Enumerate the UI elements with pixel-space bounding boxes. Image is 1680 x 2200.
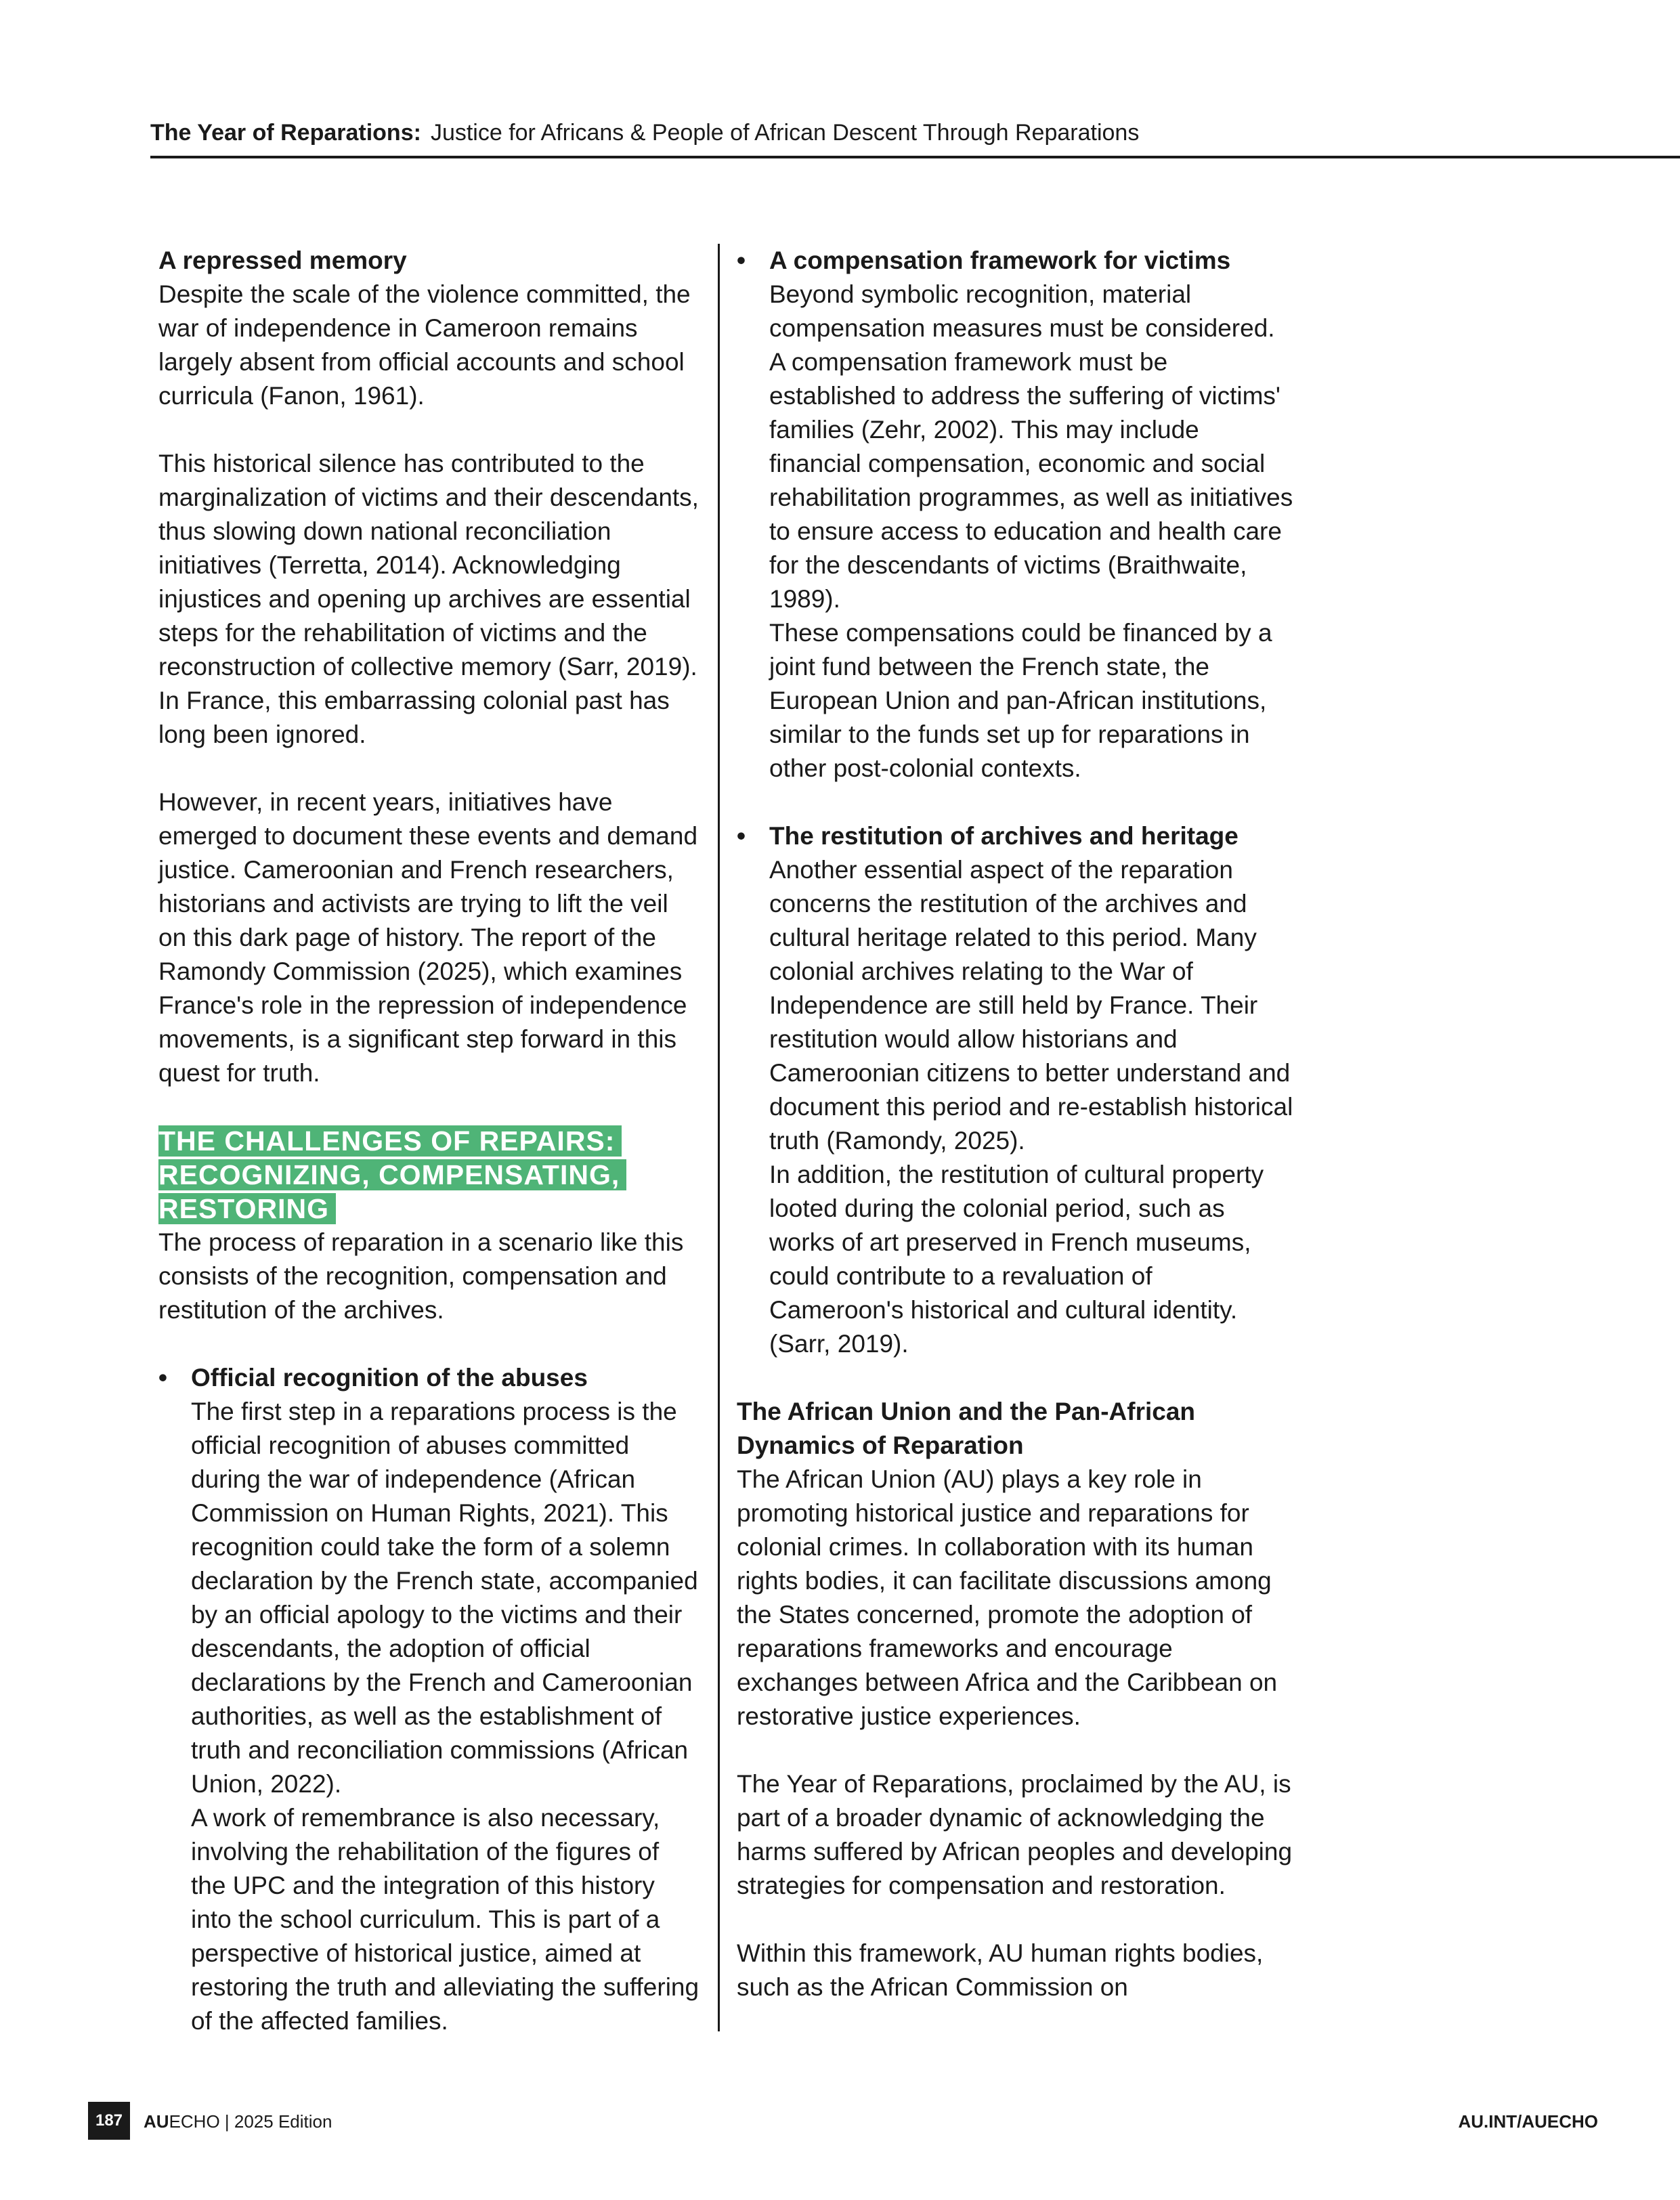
bullet-text: Beyond symbolic recognition, material compensation measures must be considered. A compensation framework must be established to address the suffering of victims' families (Zehr, 2002). This may include financial compensation, economic and social rehabilitation programmes, as well as initiatives to ensure access to education and health care for the descendants of victims (Braithwaite, 1989). [769, 280, 1293, 613]
section-heading-challenges [158, 1124, 700, 1226]
website-link[interactable]: AU.INT/AUECHO [1458, 2111, 1598, 2132]
brand-rest: ECHO | 2025 Edition [169, 2111, 332, 2132]
paragraph: Despite the scale of the violence committed, the war of independence in Cameroon remains largely absent from official accounts and school curricula (Fanon, 1961). [158, 280, 691, 410]
bullet-text: In addition, the restitution of cultural property looted during the colonial period, such as works of art preserved in French museums, could contribute to a revaluation of Cameroon's historical and cultural identity. (Sarr, 2019). [769, 1161, 1264, 1358]
page-number: 187 [88, 2102, 130, 2140]
paragraph: The Year of Reparations, proclaimed by the AU, is part of a broader dynamic of acknowledging the harms suffered by African peoples and developing strategies for compensation and restoration. [737, 1770, 1293, 1899]
bullet-heading: A compensation framework for victims [769, 246, 1231, 274]
bullet-dot: • [158, 1364, 167, 1392]
publication-name [144, 2111, 332, 2132]
paragraph: Within this framework, AU human rights bodies, such as the African Commission on [737, 1939, 1264, 2001]
paragraph: This historical silence has contributed to the marginalization of victims and their descendants, thus slowing down national reconciliation initiatives (Terretta, 2014). Acknowledging injustices and opening up archives are essential steps for the rehabilitation of victims and the reconstruction of collective memory (Sarr, 2019). In France, this embarrassing colonial past has long been ignored. [158, 450, 699, 748]
brand-bold: AU [144, 2111, 169, 2132]
bullet-restitution-archives [737, 819, 1293, 1361]
right-column [737, 244, 1293, 2038]
heading-line: THE CHALLENGES OF REPAIRS: [158, 1125, 622, 1157]
header-title-rest: Justice for Africans & People of African Descent Through Reparations [430, 120, 1140, 146]
page-footer [88, 2102, 1598, 2142]
bullet-text: A work of remembrance is also necessary, involving the rehabilitation of the figures of the UPC and the integration of this history into the school curriculum. This is part of a perspective of historical justice, aimed at restoring the truth and alleviating the suffering of the affected families. [191, 1804, 699, 2035]
bullet-heading: The restitution of archives and heritage [769, 822, 1239, 850]
bullet-text: The first step in a reparations process is the official recognition of abuses committed during the war of independence (African Commission on Human Rights, 2021). This recognition could take the form of a solemn declaration by the French state, accompanied by an official apology to the victims and their descendants, the adoption of official declarations by the French and Cameroonian authorities, as well as the establishment of truth and reconciliation commissions (African Union, 2022). [191, 1398, 698, 1798]
bullet-heading: Official recognition of the abuses [191, 1364, 588, 1392]
bullet-text: These compensations could be financed by a joint fund between the French state, the European Union and pan-African institutions, similar to the funds set up for reparations in other post-colonial contexts. [769, 619, 1272, 782]
bullet-compensation-framework [737, 244, 1293, 785]
bullet-text: Another essential aspect of the reparation concerns the restitution of the archives and cultural heritage related to this period. Many colonial archives relating to the War of Independence are still held by France. Their restitution would allow historians and Cameroonian citizens to better understand and document this period and re-establish historical truth (Ramondy, 2025). [769, 856, 1293, 1155]
section-heading-repressed-memory: A repressed memory [158, 246, 407, 274]
paragraph: The African Union (AU) plays a key role in promoting historical justice and reparations for colonial crimes. In collaboration with its human rights bodies, it can facilitate discussions among the States concerned, promote the adoption of reparations frameworks and encourage exchanges between Africa and the Caribbean on restorative justice experiences. [737, 1465, 1278, 1730]
heading-line: RECOGNIZING, COMPENSATING, [158, 1159, 626, 1190]
heading-line: RESTORING [158, 1193, 336, 1224]
running-header [150, 115, 1680, 158]
column-divider [718, 244, 720, 2031]
paragraph: However, in recent years, initiatives have emerged to document these events and demand justice. Cameroonian and French researchers, historians and activists are trying to lift the veil on this dark page of history. The report of the Ramondy Commission (2025), which examines France's role in the repression of independence movements, is a significant step forward in this quest for truth. [158, 788, 698, 1087]
left-column [158, 244, 700, 2072]
paragraph: The process of reparation in a scenario like this consists of the recognition, compensation and restitution of the archives. [158, 1228, 684, 1324]
bullet-dot: • [737, 822, 746, 850]
bullet-official-recognition [158, 1361, 700, 2038]
header-title-bold: The Year of Reparations: [150, 120, 421, 146]
section-heading-african-union: The African Union and the Pan-African Dynamics of Reparation [737, 1398, 1196, 1459]
bullet-dot: • [737, 246, 746, 274]
